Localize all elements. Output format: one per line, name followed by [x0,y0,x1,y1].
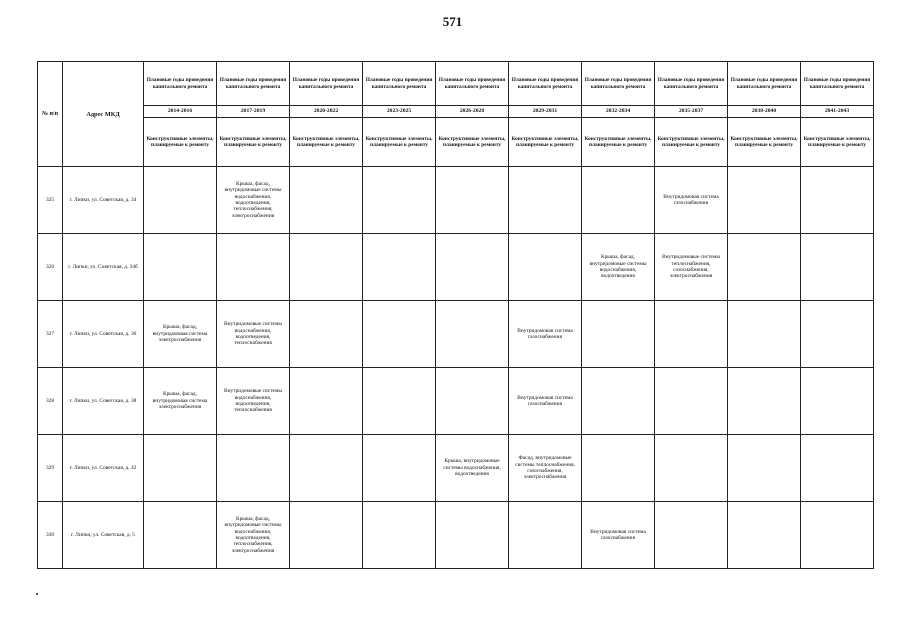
repair-elements-cell [363,435,436,502]
column-header-plan-label: Плановые годы проведения капитального ремонта [582,62,655,106]
column-header-plan-label: Плановые годы проведения капитального ремонта [655,62,728,106]
repair-elements-cell: Внутридомовая система газоснабжения [582,502,655,569]
repair-elements-cell [582,368,655,435]
repair-elements-cell [363,167,436,234]
column-header-elements-label: Конструктивные элементы, планируемые к ремонту [217,118,290,167]
row-number: 328 [38,368,63,435]
repair-elements-cell: Внутридомовые системы теплоснабжения, газоснабжения, электроснабжения [655,234,728,301]
table-header [38,62,874,167]
row-number: 330 [38,502,63,569]
repair-elements-cell [655,502,728,569]
repair-elements-cell [290,167,363,234]
repair-elements-cell [728,234,801,301]
repair-elements-cell: Крыша, фасад, внутридомовые системы водоснабжения, водоотведения, теплоснабжения, электроснабжения [217,167,290,234]
column-header-plan-label: Плановые годы проведения капитального ремонта [509,62,582,106]
row-number: 325 [38,167,63,234]
table-row [38,502,874,569]
repair-elements-cell [728,435,801,502]
column-header-period: 2023-2025 [363,106,436,118]
repair-elements-cell [728,301,801,368]
repair-elements-cell [436,368,509,435]
repair-elements-cell: Крыша, фасад, внутридомовые системы водоснабжения, водоотведения [582,234,655,301]
column-header-plan-label: Плановые годы проведения капитального ремонта [144,62,217,106]
repair-elements-cell [144,502,217,569]
repair-elements-cell [363,234,436,301]
column-header-elements-label: Конструктивные элементы, планируемые к ремонту [363,118,436,167]
table-row [38,435,874,502]
repair-elements-cell [801,435,874,502]
repair-elements-cell [728,368,801,435]
repair-elements-cell: Крыша, внутридомовые системы водоснабжения, водоотведения [436,435,509,502]
row-address: г. Липки, ул. Советская, д. 38 [63,368,144,435]
repair-elements-cell: Внутридомовая система газоснабжения [509,368,582,435]
repair-elements-cell: Крыша, фасад, внутридомовая система электроснабжения [144,368,217,435]
repair-elements-cell [801,301,874,368]
column-header-elements-label: Конструктивные элементы, планируемые к ремонту [582,118,655,167]
row-address: г. Липки, ул. Советская, д. 36 [63,301,144,368]
repair-elements-cell [290,234,363,301]
column-header-period: 2032-2034 [582,106,655,118]
repair-elements-cell [290,301,363,368]
capital-repair-table [37,61,874,569]
table-row [38,234,874,301]
column-header-plan-label: Плановые годы проведения капитального ремонта [290,62,363,106]
repair-elements-cell: Фасад, внутридомовые системы теплоснабжения, газоснабжения, электроснабжения [509,435,582,502]
row-address: г. Липки, ул. Советская, д. 5 [63,502,144,569]
column-header-plan-label: Плановые годы проведения капитального ремонта [801,62,874,106]
repair-elements-cell [582,167,655,234]
repair-elements-cell [290,368,363,435]
repair-elements-cell [655,368,728,435]
repair-elements-cell [801,234,874,301]
column-header-period: 2014-2016 [144,106,217,118]
repair-elements-cell [582,435,655,502]
repair-elements-cell [436,234,509,301]
column-header-period: 2020-2022 [290,106,363,118]
column-header-plan-label: Плановые годы проведения капитального ремонта [217,62,290,106]
scan-speck [36,593,38,595]
column-header-address: Адрес МКД [63,62,144,167]
repair-elements-cell [363,368,436,435]
column-header-plan-label: Плановые годы проведения капитального ремонта [363,62,436,106]
repair-elements-cell [509,502,582,569]
column-header-elements-label: Конструктивные элементы, планируемые к ремонту [290,118,363,167]
repair-elements-cell [728,502,801,569]
repair-elements-cell [728,167,801,234]
repair-elements-cell [144,435,217,502]
table-body [38,167,874,569]
row-address: г. Липки, ул. Советская, д. 42 [63,435,144,502]
repair-elements-cell [363,502,436,569]
repair-elements-cell [509,167,582,234]
repair-elements-cell [655,435,728,502]
column-header-number: № п/п [38,62,63,167]
repair-elements-cell [801,368,874,435]
repair-elements-cell: Внутридомовая система газоснабжения [655,167,728,234]
repair-elements-cell [582,301,655,368]
column-header-period: 2029-2031 [509,106,582,118]
row-address: г. Липки, ул. Советская, д. 34б [63,234,144,301]
repair-elements-cell [436,167,509,234]
row-number: 327 [38,301,63,368]
row-number: 329 [38,435,63,502]
table-row [38,301,874,368]
column-header-elements-label: Конструктивные элементы, планируемые к ремонту [655,118,728,167]
repair-elements-cell [363,301,436,368]
column-header-period: 2026-2028 [436,106,509,118]
column-header-period: 2017-2019 [217,106,290,118]
repair-elements-cell: Крыша, фасад, внутридомовые системы водоснабжения, водоотведения, теплоснабжения, электроснабжения [217,502,290,569]
column-header-period: 2035-2037 [655,106,728,118]
row-address: г. Липки, ул. Советская, д. 34 [63,167,144,234]
repair-elements-cell: Внутридомовые системы водоснабжения, водоотведения, теплоснабжения [217,301,290,368]
repair-elements-cell [436,502,509,569]
column-header-period: 2038-2040 [728,106,801,118]
table-row [38,368,874,435]
row-number: 326 [38,234,63,301]
column-header-elements-label: Конструктивные элементы, планируемые к ремонту [144,118,217,167]
repair-elements-cell: Внутридомовые системы водоснабжения, водоотведения, теплоснабжения [217,368,290,435]
repair-elements-cell [436,301,509,368]
repair-elements-cell [144,167,217,234]
repair-elements-cell [290,435,363,502]
repair-elements-cell [144,234,217,301]
page-number: 571 [442,14,463,29]
repair-elements-cell [655,301,728,368]
column-header-plan-label: Плановые годы проведения капитального ремонта [436,62,509,106]
repair-elements-cell [801,502,874,569]
repair-elements-cell [217,435,290,502]
column-header-elements-label: Конструктивные элементы, планируемые к ремонту [801,118,874,167]
repair-elements-cell [290,502,363,569]
repair-elements-cell: Крыша, фасад, внутридомовая система электроснабжения [144,301,217,368]
column-header-period: 2041-2043 [801,106,874,118]
column-header-elements-label: Конструктивные элементы, планируемые к ремонту [436,118,509,167]
repair-elements-cell [509,234,582,301]
repair-elements-cell: Внутридомовая система газоснабжения [509,301,582,368]
column-header-elements-label: Конструктивные элементы, планируемые к ремонту [728,118,801,167]
table-row [38,167,874,234]
column-header-elements-label: Конструктивные элементы, планируемые к ремонту [509,118,582,167]
repair-elements-cell [217,234,290,301]
column-header-plan-label: Плановые годы проведения капитального ремонта [728,62,801,106]
repair-elements-cell [801,167,874,234]
